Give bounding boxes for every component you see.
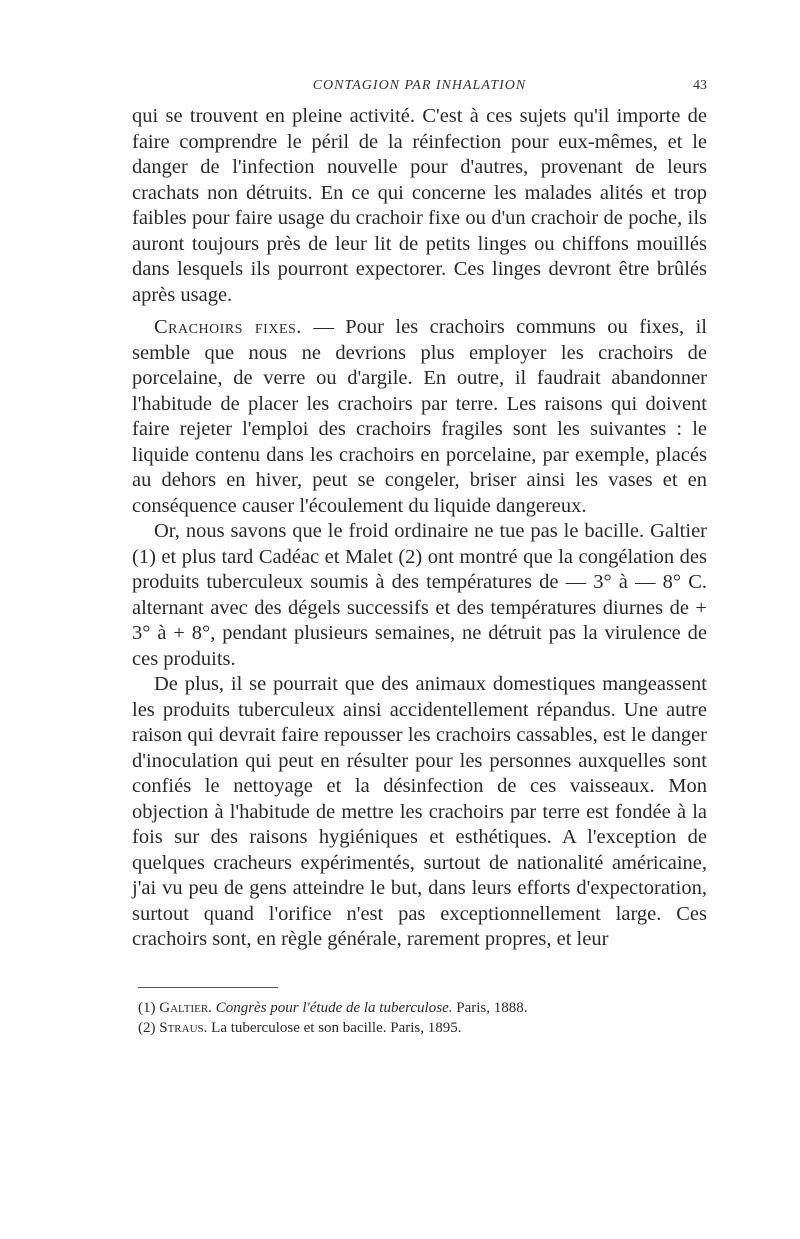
footnotes [132,998,707,1038]
paragraph-2-text: — Pour les crachoirs communs ou fixes, il semble que nous ne devrions plus employer les crachoirs de porcelaine, de verre ou d'argile. En outre, il faudrait abandonner l'habitude de placer les crachoirs par terre. Les raisons qui doivent faire rejeter l'emploi des crachoirs fragiles sont les suivantes : le liquide contenu dans les crachoirs en porcelaine, par exemple, placés au dehors en hiver, peut se congeler, briser ainsi les vases et en conséquence causer l'écoulement du liquide dangereux. [132,316,707,517]
paragraph-4: De plus, il se pourrait que des animaux domestiques mangeassent les produits tuberculeux ainsi accidentellement répandus. Une autre raison qui devrait faire repousser les crachoirs cassables, est le danger d'inoculation qui peut en résulter pour les personnes auxquelles sont confiés le nettoyage et la désinfection de ces vaisseaux. Mon objection à l'habitude de mettre les crachoirs par terre est fondée à la fois sur des raisons hygiéniques et esthétiques. A l'exception de quelques cracheurs expérimentés, surtout de nationalité américaine, j'ai vu peu de gens atteindre le but, dans leurs efforts d'expectoration, surtout quand l'orifice n'est pas exceptionnellement large. Ces crachoirs sont, en règle générale, rarement propres, et leur [132,673,707,950]
paragraph-1: qui se trouvent en pleine activité. C'est à ces sujets qu'il importe de faire comprendre le péril de la réinfection pour eux-mêmes, et le danger de l'infection nouvelle pour d'autres, provenant de leurs crachats non détruits. En ce qui concerne les malades alités et trop faibles pour faire usage du crachoir fixe ou d'un crachoir de poche, ils auront toujours près de leur lit de petits linges ou chiffons mouillés dans lesquels ils pourront expectorer. Ces linges devront être brûlés après usage. [132,105,707,306]
paragraph-2 [132,315,707,519]
footnote-rule [138,987,278,988]
footnote-1-title: Congrès pour l'étude de la tuberculose. [211,999,453,1016]
paragraph-3: Or, nous savons que le froid ordinaire ne tue pas le bacille. Galtier (1) et plus tard Cadéac et Malet (2) ont montré que la congélation des produits tuberculeux soumis à des températures de — 3° à — 8° C. alternant avec des dégels successifs et des températures diurnes de + 3° à + 8°, pendant plusieurs semaines, ne détruit pas la virulence de ces produits. [132,520,707,670]
book-page [132,78,707,1038]
footnote-2 [132,1018,707,1038]
footnote-1-author: Galtier. [159,999,212,1016]
footnote-2-author: Straus. [159,1019,208,1036]
page-header [132,78,707,104]
section-heading-crachoirs-fixes: Crachoirs fixes. [154,316,302,338]
page-number: 43 [693,78,707,93]
footnote-2-marker: (2) [138,1019,160,1036]
footnote-1-rest: Paris, 1888. [452,999,528,1016]
footnote-2-rest: La tuberculose et son bacille. Paris, 1895. [207,1019,462,1036]
running-head: CONTAGION PAR INHALATION [312,78,527,93]
body-text [132,104,707,953]
footnote-1 [132,998,707,1018]
footnote-1-marker: (1) [138,999,160,1016]
